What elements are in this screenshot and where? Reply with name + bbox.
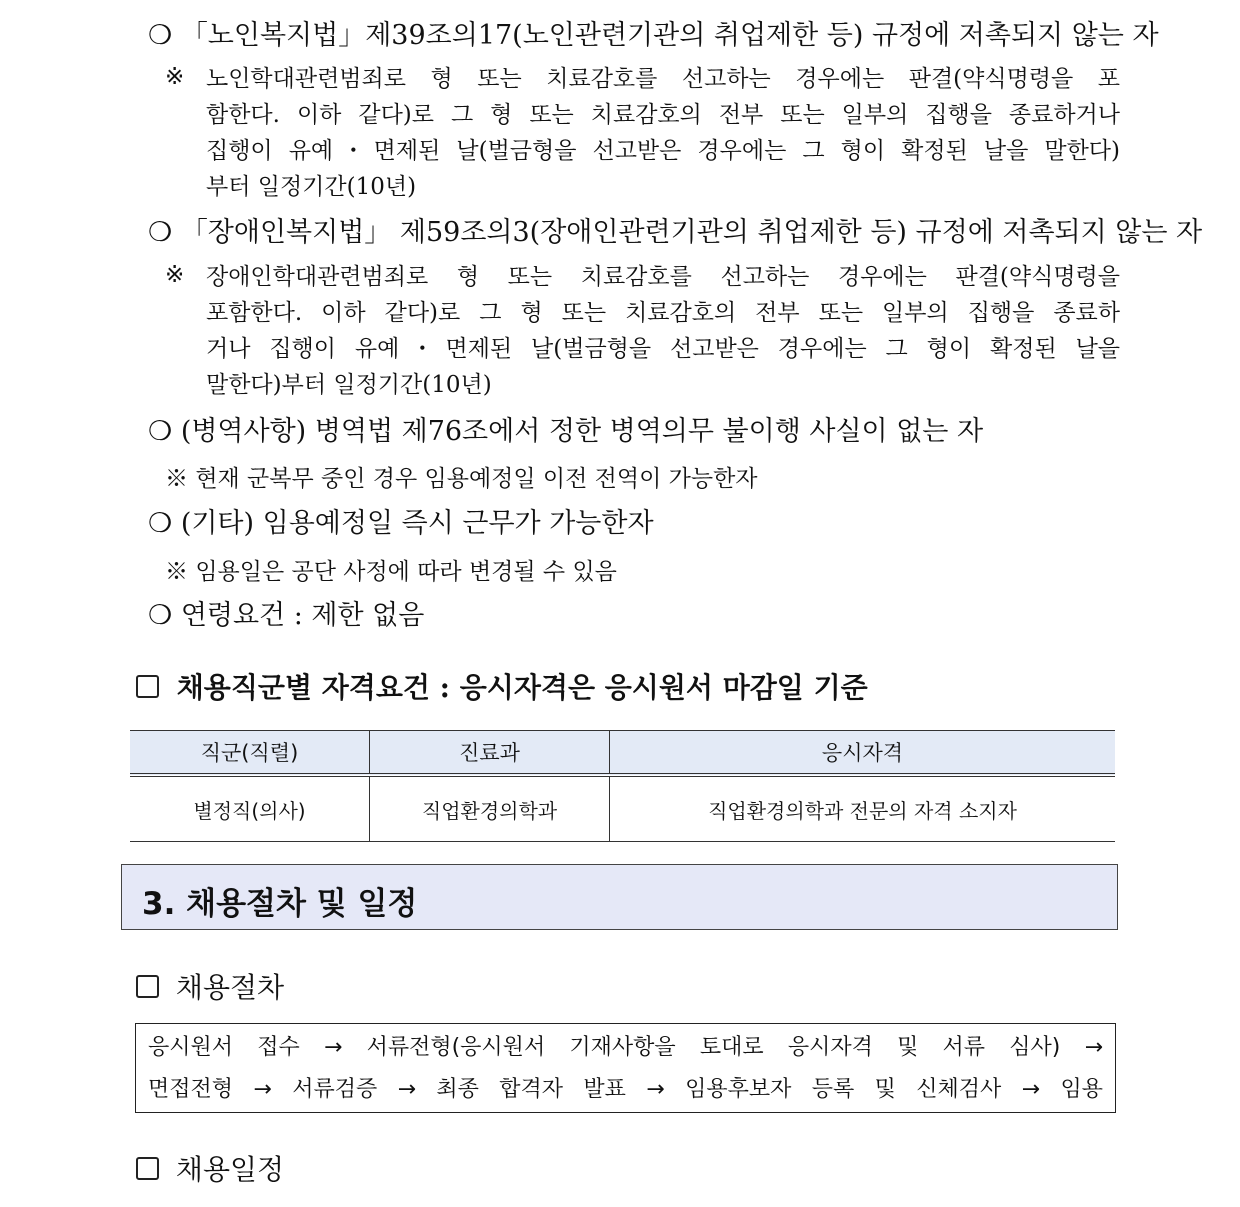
eligibility-item-disability-welfare xyxy=(148,214,1202,252)
square-checkbox-icon xyxy=(136,975,159,998)
cell-job-group: 별정직(의사) xyxy=(130,775,370,842)
cell-qualification: 직업환경의학과 전문의 자격 소지자 xyxy=(610,775,1116,842)
note-line: 거나 집행이 유예・면제된 날(벌금형을 선고받은 경우에는 그 형이 확정된 날을 xyxy=(206,336,1120,362)
note-line: 노인학대관련범죄로 형 또는 치료감호를 선고하는 경우에는 판결(약식명령을 포 xyxy=(206,66,1120,92)
section-3-header xyxy=(121,864,1118,930)
eligibility-item-elderly-welfare xyxy=(148,17,1159,55)
note-block-disability xyxy=(206,259,1120,403)
circle-bullet-icon: ❍ xyxy=(148,508,173,539)
procedure-heading xyxy=(136,966,284,1006)
item-text: 「장애인복지법」 제59조의3(장애인관련기관의 취업제한 등) 규정에 저촉되지 않는 자 xyxy=(180,217,1203,248)
square-checkbox-icon xyxy=(136,1157,159,1180)
section-3-title: 3. 채용절차 및 일정 xyxy=(142,886,418,922)
note-line: 집행이 유예・면제된 날(벌금형을 선고받은 경우에는 그 형이 확정된 날을 말한다) xyxy=(206,138,1120,164)
column-header-department: 진료과 xyxy=(370,731,610,776)
circle-bullet-icon: ❍ xyxy=(148,20,173,51)
square-checkbox-icon xyxy=(136,675,159,698)
eligibility-item-age xyxy=(148,597,424,635)
procedure-line: 면접전형 → 서류검증 → 최종 합격자 발표 → 임용후보자 등록 및 신체검사 → 임용 xyxy=(148,1077,1103,1102)
circle-bullet-icon: ❍ xyxy=(148,217,173,248)
note-line: 현재 군복무 중인 경우 임용예정일 이전 전역이 가능한자 xyxy=(195,466,758,492)
item-text: (기타) 임용예정일 즉시 근무가 가능한자 xyxy=(180,508,654,539)
note-line: 부터 일정기간(10년) xyxy=(206,174,417,200)
note-block-elderly xyxy=(206,61,1120,205)
note-line: 임용일은 공단 사정에 따라 변경될 수 있음 xyxy=(195,559,617,585)
qualifications-table xyxy=(130,730,1115,842)
cell-department: 직업환경의학과 xyxy=(370,775,610,842)
note-line: 장애인학대관련범죄로 형 또는 치료감호를 선고하는 경우에는 판결(약식명령을 xyxy=(206,264,1120,290)
qualifications-heading-text: 채용직군별 자격요건 : 응시자격은 응시원서 마감일 기준 xyxy=(176,671,868,704)
note-line: 포함한다. 이하 같다)로 그 형 또는 치료감호의 전부 또는 일부의 집행을 종료하 xyxy=(206,300,1120,326)
note-other xyxy=(165,553,617,586)
column-header-job-group: 직군(직렬) xyxy=(130,731,370,776)
item-text: 「노인복지법」제39조의17(노인관련기관의 취업제한 등) 규정에 저촉되지 않는 자 xyxy=(180,20,1159,51)
column-header-qualification: 응시자격 xyxy=(610,731,1116,776)
note-line: 함한다. 이하 같다)로 그 형 또는 치료감호의 전부 또는 일부의 집행을 종료하거나 xyxy=(206,102,1120,128)
qualifications-heading xyxy=(136,666,868,706)
circle-bullet-icon: ❍ xyxy=(148,416,173,447)
schedule-heading xyxy=(136,1148,284,1188)
note-military xyxy=(165,460,758,493)
item-text: 연령요건 : 제한 없음 xyxy=(180,600,425,631)
reference-mark-icon: ※ xyxy=(165,262,185,288)
procedure-heading-text: 채용절차 xyxy=(175,971,285,1004)
schedule-heading-text: 채용일정 xyxy=(175,1153,285,1186)
note-line: 말한다)부터 일정기간(10년) xyxy=(206,372,492,398)
reference-mark-icon: ※ xyxy=(165,559,188,585)
eligibility-item-other xyxy=(148,505,654,543)
reference-mark-icon: ※ xyxy=(165,64,185,90)
table-row xyxy=(130,775,1115,842)
circle-bullet-icon: ❍ xyxy=(148,600,173,631)
reference-mark-icon: ※ xyxy=(165,466,188,492)
eligibility-item-military xyxy=(148,413,983,451)
procedure-flow-box xyxy=(135,1023,1116,1113)
procedure-line: 응시원서 접수 → 서류전형(응시원서 기재사항을 토대로 응시자격 및 서류 심사) → xyxy=(148,1035,1103,1060)
item-text: (병역사항) 병역법 제76조에서 정한 병역의무 불이행 사실이 없는 자 xyxy=(180,416,984,447)
table-header-row xyxy=(130,731,1115,776)
